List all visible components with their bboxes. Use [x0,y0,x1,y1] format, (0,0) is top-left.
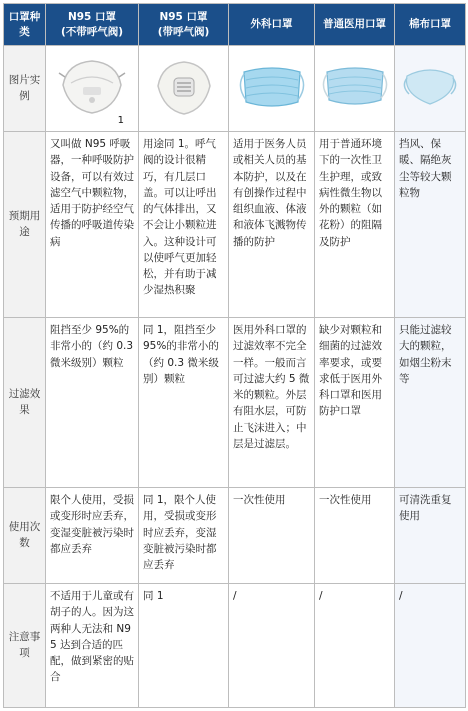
table-cell: / [395,584,466,708]
header-n95-valve [139,4,229,46]
table-cell: 缺少对颗粒和细菌的过滤效率要求，或要求低于医用外科口罩和医用防护口罩 [315,318,395,488]
row-label: 图片实例 [4,46,46,132]
table-cell: 不适用于儿童或有胡子的人。因为这两种人无法和 N95 达到合适的匹配，做到紧密的贴合 [46,584,139,708]
table-cell: 可清洗重复使用 [395,488,466,584]
image-cell [46,46,139,132]
table-cell: 用于普通环境下的一次性卫生护理，或致病性微生物以外的颗粒（如花粉）的阻隔及防护 [315,132,395,318]
table-cell: 挡风、保暖、隔绝灰尘等较大颗粒物 [395,132,466,318]
table-row [4,132,466,318]
header-subtitle: (不带呼气阀) [60,25,124,38]
header-title: N95 口罩 [159,10,208,23]
image-cell [139,46,229,132]
row-label: 使用次数 [4,488,46,584]
table-cell: 只能过滤较大的颗粒，如烟尘粉末等 [395,318,466,488]
header-subtitle: (带呼气阀) [157,25,210,38]
table-cell: 又叫做 N95 呼吸器，一种呼吸防护设备，可以有效过滤空气中颗粒物，适用于防护经空气传播的呼吸道传染病 [46,132,139,318]
image-row [4,46,466,132]
header-medical [315,4,395,46]
table-cell: / [315,584,395,708]
table-cell: 适用于医务人员或相关人员的基本防护，以及在有创操作过程中组织血液、体液和液体飞溅物传播的防护 [229,132,315,318]
table-row [4,488,466,584]
row-label: 注意事项 [4,584,46,708]
n95-valve-mask-icon [152,56,216,116]
n95-mask-icon [57,55,127,117]
image-cell [315,46,395,132]
medical-mask-icon [319,58,391,114]
cotton-mask-icon [399,60,461,112]
table-cell: 一次性使用 [229,488,315,584]
image-cell [395,46,466,132]
table-cell: 同 1，阻挡至少 95%的非常小的（约 0.3 微米级别）颗粒 [139,318,229,488]
image-cell [229,46,315,132]
table-cell: 同 1 [139,584,229,708]
header-title: 普通医用口罩 [323,18,386,31]
table-cell: 同 1，限个人使用，受损或变形时应丢弃，变湿变脏被污染时都应丢弃 [139,488,229,584]
table-cell: 阻挡至少 95%的非常小的（约 0.3 微米级别）颗粒 [46,318,139,488]
header-title: 棉布口罩 [409,18,451,31]
header-cotton [395,4,466,46]
table-cell: / [229,584,315,708]
table-cell: 限个人使用，受损或变形时应丢弃，变湿变脏被污染时都应丢弃 [46,488,139,584]
header-title: 外科口罩 [250,18,293,31]
mask-comparison-table [3,3,466,708]
row-label: 过滤效果 [4,318,46,488]
table-row [4,584,466,708]
header-n95-no-valve [46,4,139,46]
table-cell: 用途同 1。呼气阀的设计很精巧，有几层口盖。可以让呼出的气体排出，又不会让小颗粒进入。这种设计可以使呼气更加轻松，并有助于减少湿热积聚 [139,132,229,318]
header-title: N95 口罩 [67,10,117,23]
header-corner: 口罩种类 [4,4,46,46]
table-cell: 医用外科口罩的过滤效率不完全一样。一般而言可过滤大约 5 微米的颗粒。外层有阻水层，可防止飞沫进入；中层是过滤层。 [229,318,315,488]
image-note: 1 [117,114,124,126]
header-row [4,4,466,46]
header-surgical [229,4,315,46]
table-row [4,318,466,488]
table-cell: 一次性使用 [315,488,395,584]
surgical-mask-icon [234,58,310,114]
row-label: 预期用途 [4,132,46,318]
